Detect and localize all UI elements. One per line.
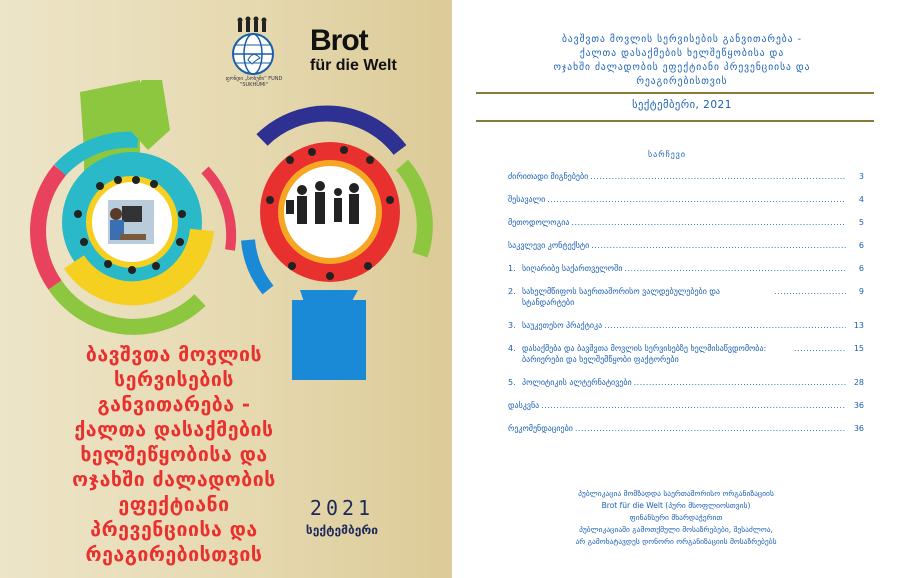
toc-entry-label: სიღარიბე საქართველოში [522,264,623,273]
title-divider-bottom [476,120,874,122]
cover-title-line: ქალთა დასაქმების [74,418,274,441]
brot-fur-die-welt-logo [310,24,402,78]
cover-title-line: ეფექტიანი [118,493,230,516]
toc-entry-page: 28 [853,378,864,387]
brot-logo-subtitle: für die Welt [310,57,397,74]
toc-entry-label: ძირითადი მიგნებები [508,172,589,181]
toc-entry[interactable] [508,286,864,308]
brot-logo-brand: Brot [310,24,368,57]
toc-leader-dots [541,400,846,411]
toc-entry-number: 4. [508,344,516,353]
toc-entry-number: 1. [508,264,516,273]
toc-entry[interactable] [508,217,864,228]
right-ring-graphic [248,113,425,290]
toc-entry[interactable] [508,320,864,331]
cover-title-line: ხელშეწყობისა და [80,443,268,466]
toc-heading: სარჩევი [647,150,687,159]
toc-entry-page: 6 [858,241,864,250]
toc-leader-dots [575,423,846,434]
toc-entry[interactable] [508,194,864,205]
toc-leader-dots [571,217,846,228]
toc-entry-label: საუკეთესო პრაქტიკა [522,321,603,330]
toc-entry-page: 4 [858,195,864,204]
toc-entry-number: 2. [508,287,516,296]
toc-entry-label: საკვლევი კონტექსტი [508,241,590,250]
toc-entry-page: 15 [853,344,864,353]
toc-entry[interactable] [508,400,864,411]
toc-leader-dots [774,286,846,297]
document-title-line: ქალთა დასაქმების ხელშეწყობისა და [579,48,785,59]
cover-title [54,342,294,567]
cover-year: 2021 [309,496,375,520]
toc-entry-label: პოლიტიკის ალტერნატივები [522,378,632,387]
toc-entry-page: 13 [853,321,864,330]
fund-logo-caption: ფონდი „სოხუმი“ FUND "SUKHUMI" [225,76,283,88]
funding-note-line: ფინანსური მხარდაჭერით [629,513,723,522]
toc-leader-dots [604,320,846,331]
toc-leader-dots [624,263,846,274]
toc-entry-number: 3. [508,321,516,330]
funding-note [482,488,870,548]
funding-note-line: Brot für die Welt (პური მსოფლიოსთვის) [601,501,751,510]
toc-entry-label: დასკვნა [508,401,540,410]
left-ring-graphic [38,140,231,327]
toc-entry-label: შესავალი [508,195,546,204]
toc-entry-label: რეკომენდაციები [508,424,573,433]
toc-entry-page: 36 [853,401,864,410]
toc-entry-label: დასაქმება და ბავშვთა მოვლის სერვისებზე ხელმისაწვდომობა: ბარიერები და ხელშემწყობი ფაქტორები [522,344,767,364]
toc-entry-page: 5 [858,218,864,227]
fund-sukhumi-logo [218,14,288,82]
cover-title-line: სერვისების [114,368,234,391]
toc-entry[interactable] [508,263,864,274]
toc-entry[interactable] [508,240,864,251]
toc-entry[interactable] [508,343,864,365]
document-title-line: ოჯახში ძალადობის ეფექტიანი პრევენციისა და [553,62,811,73]
document-date: სექტემბერი, 2021 [632,99,732,111]
document-title-line: რეაგირებისთვის [636,76,728,87]
funding-note-line: პუბლიკაცია მომზადდა საერთაშორისო ორგანიზაციის [578,489,774,498]
document-title [472,33,892,89]
cover-artwork [0,80,452,380]
toc-leader-dots [590,171,846,182]
toc-leader-dots [794,343,846,354]
cover-title-line: პრევენციისა და [90,518,258,541]
title-divider-top [476,92,874,94]
toc-entry-page: 6 [858,264,864,273]
title-page [452,0,900,578]
toc-entry-number: 5. [508,378,516,387]
toc-entry-page: 3 [858,172,864,181]
funding-note-line: არ გამოხატავდეს დონორი ორგანიზაციის მოსაზრებებს [575,537,777,546]
cover-title-line: განვითარება - [97,393,251,416]
toc-entry-page: 9 [858,287,864,296]
cover-title-line: რეაგირებისთვის [85,543,263,566]
toc-entry[interactable] [508,377,864,388]
toc-entry[interactable] [508,423,864,434]
cover-title-line: ოჯახში ძალადობის [72,468,276,491]
toc-entry[interactable] [508,171,864,182]
toc-leader-dots [634,377,846,388]
toc-leader-dots [547,194,846,205]
cover-title-line: ბავშვთა მოვლის [85,343,263,366]
toc-entry-label: მეთოდოლოგია [508,218,570,227]
toc-leader-dots [591,240,846,251]
cover-month: სექტემბერი [305,523,379,537]
toc-entry-label: სახელმწიფოს საერთაშორისო ვალდებულებები და სტანდარტები [522,287,720,307]
toc-entry-page: 36 [853,424,864,433]
document-title-line: ბავშვთა მოვლის სერვისების განვითარება - [561,34,802,45]
funding-note-line: პუბლიკაციაში გამოთქმული მოსაზრებები, შესაძლოა, [579,525,773,534]
